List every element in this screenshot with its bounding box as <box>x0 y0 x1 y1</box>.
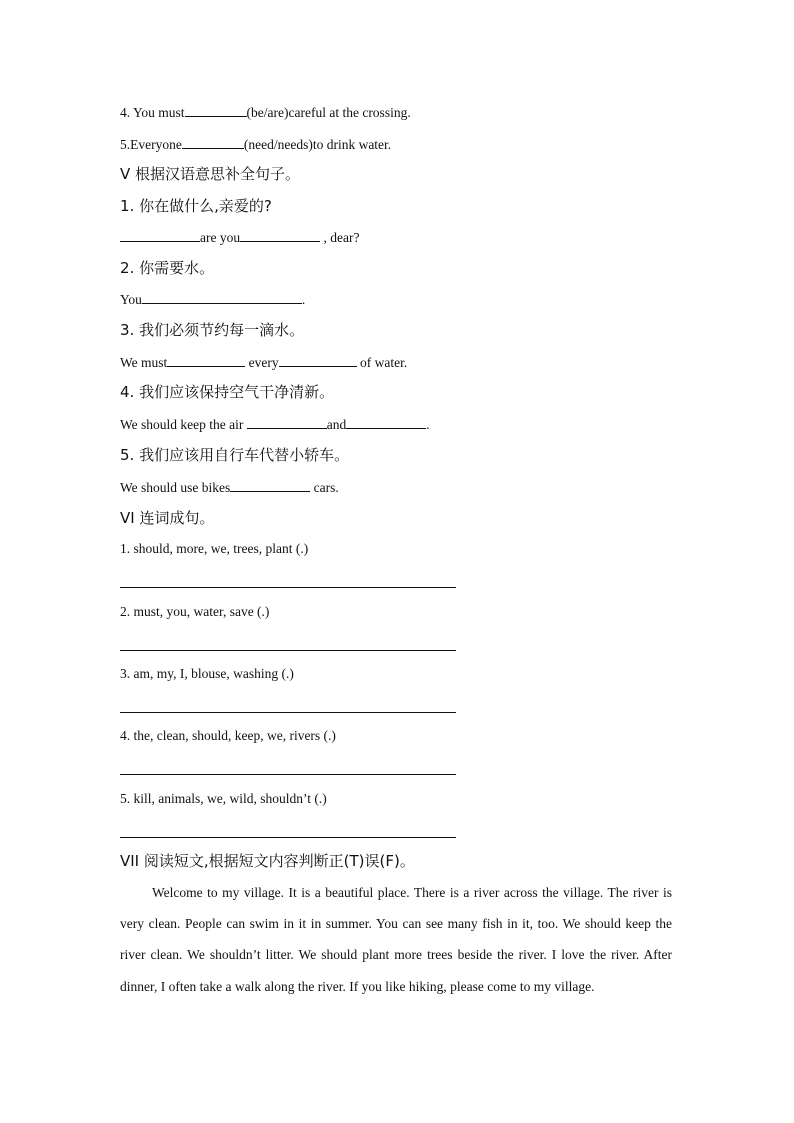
answer-blank[interactable] <box>167 354 245 367</box>
answer-blank[interactable] <box>346 416 426 429</box>
answer-blank[interactable] <box>182 136 244 149</box>
en-sentence-2 <box>120 291 305 308</box>
answer-line[interactable] <box>120 837 456 838</box>
item-text: 4. You must <box>120 105 185 120</box>
cn-sentence-3: 3. 我们必须节约每一滴水。 <box>120 321 305 339</box>
item-text: . <box>426 417 430 432</box>
cn-sentence-5: 5. 我们应该用自行车代替小轿车。 <box>120 446 350 464</box>
cn-sentence-4: 4. 我们应该保持空气干净清新。 <box>120 383 335 401</box>
item-text: We should keep the air <box>120 417 247 432</box>
item-text: (be/are)careful at the crossing. <box>246 105 411 120</box>
item-text: (need/needs)to drink water. <box>243 137 392 152</box>
en-sentence-1 <box>120 229 359 246</box>
item-text: 5.Everyone <box>120 137 182 152</box>
word-order-item-4: 4. the, clean, should, keep, we, rivers (.) <box>120 728 336 743</box>
item-text: . <box>301 292 306 307</box>
word-order-item-2: 2. must, you, water, save (.) <box>120 604 270 619</box>
answer-blank[interactable] <box>230 479 310 492</box>
item-text: We should use bikes <box>120 480 231 495</box>
en-sentence-4 <box>120 416 430 433</box>
answer-line[interactable] <box>120 587 456 588</box>
section-vii-heading: VII 阅读短文,根据短文内容判断正(T)误(F)。 <box>120 852 415 870</box>
word-order-item-3: 3. am, my, I, blouse, washing (.) <box>120 666 294 681</box>
answer-blank[interactable] <box>185 104 247 117</box>
part4-item-5 <box>120 136 391 153</box>
section-v-heading: V 根据汉语意思补全句子。 <box>120 165 301 183</box>
item-text: are you <box>200 230 241 245</box>
answer-line[interactable] <box>120 712 456 713</box>
en-sentence-5 <box>120 479 339 496</box>
item-text: and <box>326 417 347 432</box>
answer-line[interactable] <box>120 774 456 775</box>
answer-blank[interactable] <box>120 229 200 242</box>
item-text: of water. <box>356 355 408 370</box>
answer-blank[interactable] <box>247 416 327 429</box>
passage-text: Welcome to my village. It is a beautiful place. There is a river across the village. The river is very clean. People can swim in it in summer. You can see many fish in it, too. We should keep the river clean. We shouldn’t litter. We should plant more trees beside the river. I love the river. After dinner, I often take a walk along the river. If you like hiking, please come to my village. <box>120 885 672 994</box>
item-text: We must <box>120 355 168 370</box>
reading-passage <box>120 877 672 1002</box>
answer-blank[interactable] <box>142 291 302 304</box>
item-text: every <box>245 355 279 370</box>
part4-item-4 <box>120 104 411 121</box>
cn-sentence-2: 2. 你需要水。 <box>120 259 215 277</box>
item-text: cars. <box>310 480 339 495</box>
word-order-item-1: 1. should, more, we, trees, plant (.) <box>120 541 309 556</box>
answer-blank[interactable] <box>279 354 357 367</box>
item-text: You <box>120 292 142 307</box>
word-order-item-5: 5. kill, animals, we, wild, shouldn’t (.) <box>120 791 327 806</box>
answer-line[interactable] <box>120 650 456 651</box>
en-sentence-3 <box>120 354 407 371</box>
item-text: , dear? <box>320 230 360 245</box>
answer-blank[interactable] <box>240 229 320 242</box>
cn-sentence-1: 1. 你在做什么,亲爱的? <box>120 197 272 215</box>
section-vi-heading: VI 连词成句。 <box>120 509 215 527</box>
